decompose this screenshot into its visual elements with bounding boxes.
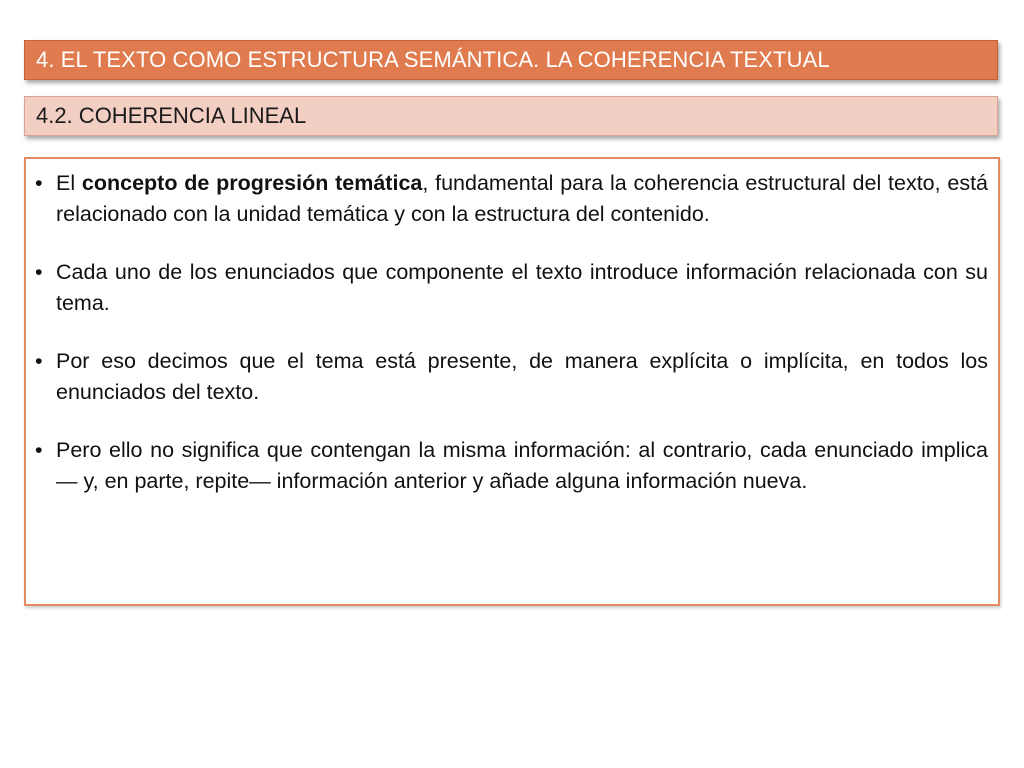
bullet-item-4	[26, 435, 988, 497]
bullet-icon: •	[35, 171, 43, 195]
bullet-1-text-after: , fundamental para la coherencia estructural del texto, está relacionado con la unidad temática y con la estructura del contenido.	[56, 171, 988, 226]
bullet-4-text: Pero ello no significa que contengan la misma información: al contrario, cada enunciado implica — y, en parte, repite— información anterior y añade alguna información nueva.	[56, 438, 988, 493]
bullet-item-2	[26, 257, 988, 319]
slide-subtitle: 4.2. COHERENCIA LINEAL	[36, 103, 307, 128]
slide-title: 4. EL TEXTO COMO ESTRUCTURA SEMÁNTICA. LA COHERENCIA TEXTUAL	[36, 47, 830, 72]
bullet-1-text-before: El	[56, 171, 82, 195]
bullet-3-text: Por eso decimos que el tema está presente, de manera explícita o implícita, en todos los enunciados del texto.	[56, 349, 988, 404]
bullet-icon: •	[35, 438, 43, 462]
bullet-icon: •	[35, 260, 43, 284]
slide-title-bar	[24, 40, 998, 80]
bullet-2-text: Cada uno de los enunciados que componente el texto introduce información relacionada con su tema.	[56, 260, 988, 315]
slide-subtitle-bar	[24, 96, 998, 136]
bullet-1-bold-term: concepto de progresión temática	[81, 171, 423, 195]
bullet-icon: •	[35, 349, 43, 373]
bullet-item-3	[26, 346, 988, 408]
content-box	[24, 157, 1000, 606]
bullet-item-1	[26, 168, 988, 230]
